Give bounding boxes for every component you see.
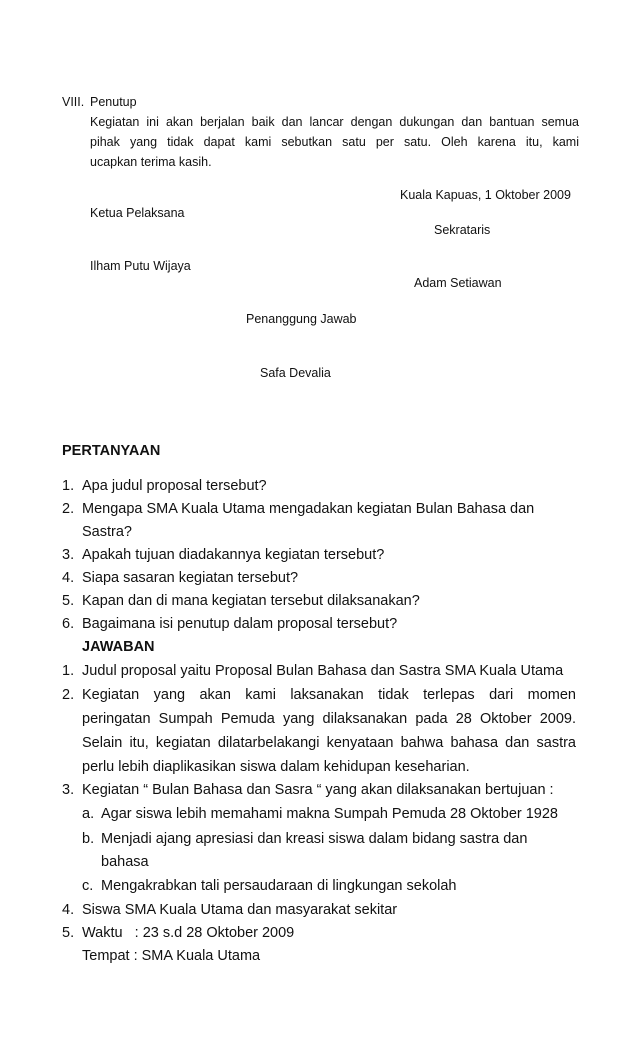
answer-text: Siswa SMA Kuala Utama dan masyarakat sekitar	[82, 902, 398, 918]
secretary-name: Adam Setiawan	[414, 276, 502, 290]
sub-item-text: Agar siswa lebih memahami makna Sumpah Pemuda 28 Oktober 1928	[101, 806, 558, 822]
place-date: Kuala Kapuas, 1 Oktober 2009	[400, 188, 571, 202]
chair-name: Ilham Putu Wijaya	[90, 259, 191, 273]
answer-time: Waktu : 23 s.d 28 Oktober 2009	[82, 925, 295, 941]
responsible-title: Penanggung Jawab	[246, 312, 357, 326]
sub-item-letter: c.	[82, 878, 94, 894]
sub-item-text: Menjadi ajang apresiasi dan kreasi siswa dalam bidang sastra dan	[101, 831, 528, 847]
question-number: 2.	[62, 501, 75, 517]
responsible-name: Safa Devalia	[260, 366, 331, 380]
answer-text: Kegiatan “ Bulan Bahasa dan Sasra “ yang akan dilaksanakan bertujuan :	[82, 782, 554, 798]
closing-paragraph-line: ucapkan terima kasih.	[90, 155, 212, 169]
question-text: Apa judul proposal tersebut?	[82, 478, 267, 494]
question-number: 3.	[62, 547, 75, 563]
answer-text: peringatan Sumpah Pemuda yang dilaksanakan pada 28 Oktober 2009.	[82, 711, 576, 727]
answer-text: perlu lebih diaplikasikan siswa dalam kehidupan keseharian.	[82, 759, 470, 775]
closing-paragraph-line: Kegiatan ini akan berjalan baik dan lancar dengan dukungan dan bantuan semua	[90, 115, 579, 129]
answer-text: Selain itu, kegiatan dilatarbelakangi kenyataan bahwa bahasa dan sastra	[82, 735, 576, 751]
sub-item-letter: b.	[82, 831, 95, 847]
answer-text: Kegiatan yang akan kami laksanakan tidak terlepas dari momen	[82, 687, 576, 703]
question-text: Sastra?	[82, 524, 132, 540]
section-number: VIII.	[62, 95, 85, 109]
answer-number: 5.	[62, 925, 75, 941]
answer-place: Tempat : SMA Kuala Utama	[82, 948, 261, 964]
question-text: Apakah tujuan diadakannya kegiatan tersebut?	[82, 547, 385, 563]
answer-number: 2.	[62, 687, 75, 703]
answer-number: 3.	[62, 782, 75, 798]
question-text: Bagaimana isi penutup dalam proposal tersebut?	[82, 616, 398, 632]
closing-paragraph-line: pihak yang tidak dapat kami sebutkan satu per satu. Oleh karena itu, kami	[90, 135, 579, 149]
questions-heading: PERTANYAAN	[62, 443, 161, 459]
answer-number: 4.	[62, 902, 75, 918]
sub-item-text: Mengakrabkan tali persaudaraan di lingkungan sekolah	[101, 878, 457, 894]
section-heading: Penutup	[90, 95, 137, 109]
sub-item-text: bahasa	[101, 854, 149, 870]
question-text: Mengapa SMA Kuala Utama mengadakan kegiatan Bulan Bahasa dan	[82, 501, 535, 517]
sub-item-letter: a.	[82, 806, 95, 822]
question-text: Kapan dan di mana kegiatan tersebut dilaksanakan?	[82, 593, 420, 609]
answers-heading: JAWABAN	[82, 639, 155, 655]
question-text: Siapa sasaran kegiatan tersebut?	[82, 570, 299, 586]
secretary-title: Sekrataris	[434, 223, 491, 237]
question-number: 1.	[62, 478, 75, 494]
question-number: 5.	[62, 593, 75, 609]
question-number: 4.	[62, 570, 75, 586]
answer-text: Judul proposal yaitu Proposal Bulan Bahasa dan Sastra SMA Kuala Utama	[82, 663, 564, 679]
chair-title: Ketua Pelaksana	[90, 206, 185, 220]
question-number: 6.	[62, 616, 75, 632]
answer-number: 1.	[62, 663, 75, 679]
